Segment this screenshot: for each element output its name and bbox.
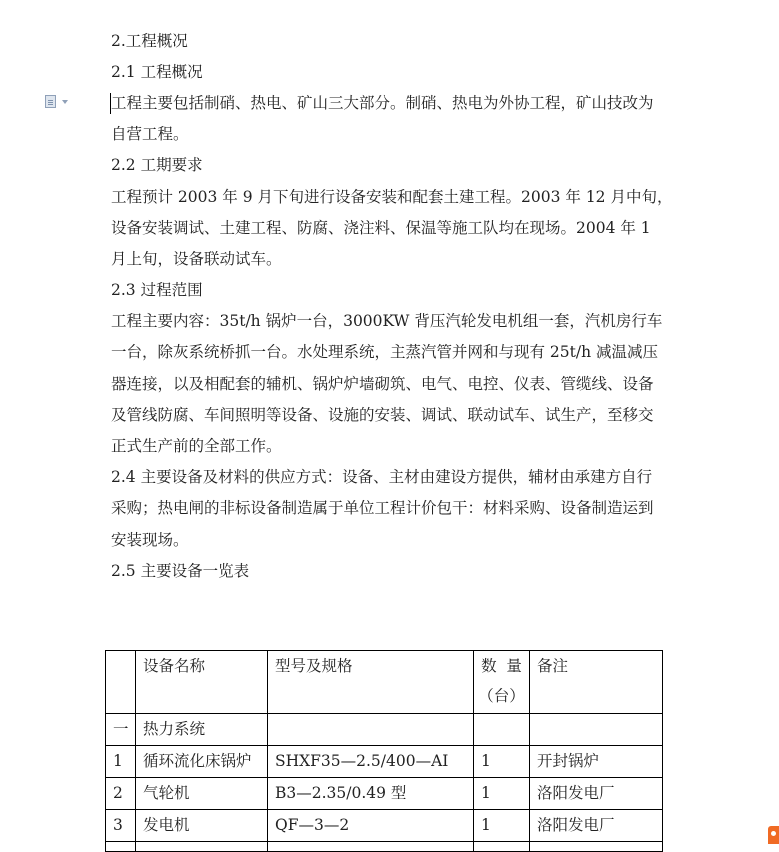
table-row <box>106 746 663 778</box>
header-cell-note: 备注 <box>530 651 663 714</box>
cell-name: 发电机 <box>136 810 268 842</box>
cell-no: 一 <box>106 714 136 746</box>
paragraph-line: 正式生产前的全部工作。 <box>111 437 282 455</box>
heading-2-2: 2.2 工期要求 <box>111 156 203 174</box>
cell-model <box>268 714 474 746</box>
paragraph-line: 工程主要包括制硝、热电、矿山三大部分。制硝、热电为外协工程，矿山技改为 <box>111 94 654 112</box>
paragraph-line: 设备安装调试、土建工程、防腐、浇注料、保温等施工队均在现场。2004 年 1 <box>111 219 651 237</box>
cell-name: 循环流化床锅炉 <box>136 746 268 778</box>
paragraph-line: 自营工程。 <box>111 125 189 143</box>
table-row <box>106 778 663 810</box>
cell-note <box>530 714 663 746</box>
cell-qty: 1 <box>474 810 530 842</box>
cell-no: 1 <box>106 746 136 778</box>
cell-empty <box>530 842 663 852</box>
cell-empty <box>474 842 530 852</box>
paragraph-line: 采购；热电闸的非标设备制造属于单位工程计价包干：材料采购、设备制造运到 <box>111 499 654 517</box>
cell-qty <box>474 714 530 746</box>
cell-empty <box>136 842 268 852</box>
cell-qty: 1 <box>474 778 530 810</box>
cell-note: 开封锅炉 <box>530 746 663 778</box>
cell-qty: 1 <box>474 746 530 778</box>
paragraph-line: 器连接，以及相配套的辅机、锅炉炉墙砌筑、电气、电控、仪表、管缆线、设备 <box>111 375 654 393</box>
quantity-label: 数 量 <box>481 657 522 675</box>
heading-2: 2.工程概况 <box>111 32 188 50</box>
cell-empty <box>106 842 136 852</box>
header-cell-index <box>106 651 136 714</box>
heading-2-5: 2.5 主要设备一览表 <box>111 562 250 580</box>
cell-no: 2 <box>106 778 136 810</box>
header-cell-model: 型号及规格 <box>268 651 474 714</box>
heading-2-3: 2.3 过程范围 <box>111 281 203 299</box>
cell-empty <box>268 842 474 852</box>
header-cell-name: 设备名称 <box>136 651 268 714</box>
paragraph-line: 安装现场。 <box>111 531 189 549</box>
document-icon <box>45 95 56 108</box>
cell-name: 热力系统 <box>136 714 268 746</box>
paragraph-line: 工程主要内容：35t/h 锅炉一台，3000KW 背压汽轮发电机组一套，汽机房行车 <box>111 312 663 330</box>
heading-2-1: 2.1 工程概况 <box>111 63 203 81</box>
paragraph-line: 2.4 主要设备及材料的供应方式：设备、主材由建设方提供，辅材由承建方自行 <box>111 468 653 486</box>
paragraph-line: 工程预计 2003 年 9 月下旬进行设备安装和配套土建工程。2003 年 12 月中旬， <box>111 188 673 206</box>
cell-no: 3 <box>106 810 136 842</box>
quantity-unit-label: （台） <box>478 687 525 705</box>
paragraph-line: 及管线防腐、车间照明等设备、设施的安装、调试、联动试车、试生产，至移交 <box>111 406 654 424</box>
table-row-partial <box>106 842 663 852</box>
header-cell-quantity <box>474 651 530 714</box>
cell-note: 洛阳发电厂 <box>530 810 663 842</box>
cell-name: 气轮机 <box>136 778 268 810</box>
table-header-row <box>106 651 663 714</box>
paragraph-line: 一台，除灰系统桥抓一台。水处理系统，主蒸汽管并网和与现有 25t/h 减温减压 <box>111 343 659 361</box>
chevron-down-icon <box>62 100 68 104</box>
cell-note: 洛阳发电厂 <box>530 778 663 810</box>
app-logo-icon[interactable] <box>768 826 779 844</box>
paragraph-menu-button[interactable] <box>45 94 71 110</box>
text-cursor <box>110 93 111 114</box>
cell-model: SHXF35—2.5/400—AI <box>268 746 474 778</box>
table-row <box>106 810 663 842</box>
cell-model: QF—3—2 <box>268 810 474 842</box>
paragraph-line: 月上旬，设备联动试车。 <box>111 250 282 268</box>
table-row <box>106 714 663 746</box>
cell-model: B3—2.35/0.49 型 <box>268 778 474 810</box>
equipment-table <box>105 650 663 852</box>
